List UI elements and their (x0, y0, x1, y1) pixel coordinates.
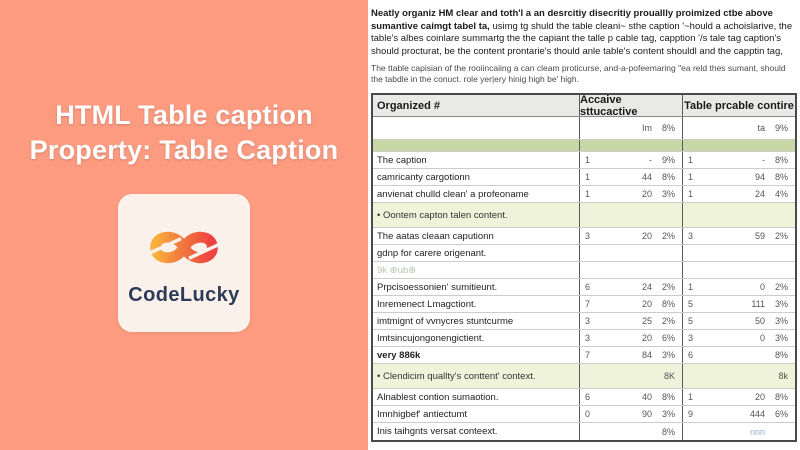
content-panel (368, 0, 800, 450)
cell-count: 6 (585, 282, 591, 292)
row-group-2 (579, 389, 682, 405)
row-group-3 (682, 152, 795, 168)
cell-percent: 2% (774, 282, 788, 292)
row-label: Inremenect Lmagctiont. (377, 298, 477, 310)
cell-percent: 8% (661, 172, 675, 182)
cell-percent: 8K (663, 371, 675, 381)
cell-percent: 8% (774, 392, 788, 402)
cell-value: 90 (641, 409, 652, 419)
cell-percent: 3% (661, 409, 675, 419)
cell-value: nnn (749, 426, 765, 437)
cell-value: - (762, 155, 765, 165)
cell-percent: 6% (774, 409, 788, 419)
cell-percent: 6% (661, 333, 675, 343)
table-row (373, 228, 795, 245)
cell-count: 1 (585, 189, 591, 199)
logo-wordmark: CodeLucky (128, 283, 240, 306)
cell-count: 3 (585, 333, 591, 343)
row-label: gdnp for carere origenant. (377, 247, 487, 259)
intro-lead-sentence: Neatly organiz HM clear and toth'l a an desrcitiy disecritiy prouallly proimized ctbe above sumantive caimgt tabel ta, (371, 8, 773, 32)
cell-count: 7 (585, 299, 591, 309)
row-group-3 (682, 245, 795, 261)
table-row (373, 423, 795, 440)
cell-percent: 8k (778, 371, 788, 381)
table-row (373, 152, 795, 169)
intro-body-text: usimg tg shuld the table cleani~ sthe caption '~hould a achoislarive, the table's albes coinlare summartg the the capiant the talle p cable tag, capption '/s tale tag caption's should procturat, be the content prontarie's thould anle table's content shouldl and the capptin tag, (371, 20, 793, 57)
cell-count: 1 (688, 282, 694, 292)
cell-percent: 4% (774, 189, 788, 199)
row-label: very 886k (377, 349, 421, 361)
row-group-2 (579, 228, 682, 244)
table-row (373, 296, 795, 313)
subheader-c3-mid: ta (757, 123, 765, 133)
cell-value: 24 (641, 282, 652, 292)
header-col-accaive: Accaive sttucactive (579, 95, 682, 116)
table-header-row (373, 95, 795, 117)
cell-value: 444 (749, 409, 765, 419)
row-group-2 (579, 169, 682, 185)
cell-count: 5 (688, 316, 694, 326)
infinity-leaf-icon (135, 220, 233, 280)
cell-count: 3 (688, 333, 694, 343)
row-label: Inis taihgnts versat conteext. (377, 426, 498, 437)
row-group-2 (579, 313, 682, 329)
cell-value: 94 (754, 172, 765, 182)
row-group-2 (579, 296, 682, 312)
cell-value: 84 (641, 350, 652, 360)
row-group-2 (579, 406, 682, 422)
row-group-2 (579, 262, 682, 278)
row-group-3 (682, 140, 795, 151)
row-group-3 (682, 389, 795, 405)
row-label: imtmignt of vvnycres stuntcurme (377, 315, 514, 327)
cell-percent: 2% (661, 231, 675, 241)
page-title (30, 98, 339, 168)
cell-value: 44 (641, 172, 652, 182)
row-group-3 (682, 423, 795, 440)
row-label: Imnhigbef' antiectumt (377, 408, 467, 420)
cell-count: 0 (585, 409, 591, 419)
cell-count: 1 (585, 172, 591, 182)
cell-percent: 3% (661, 350, 675, 360)
row-group-3 (682, 262, 795, 278)
table-row (373, 313, 795, 330)
cell-count: 7 (585, 350, 591, 360)
cell-value: 0 (759, 333, 765, 343)
row-group-3 (682, 203, 795, 227)
row-group-2 (579, 203, 682, 227)
cell-count: 6 (585, 392, 591, 402)
table-row (373, 279, 795, 296)
page-title-line2: Property: Table Caption (29, 135, 339, 165)
row-label: Prpcisoessonien' sumitieunt. (377, 281, 498, 293)
cell-value: 20 (641, 299, 652, 309)
cell-value: - (649, 155, 652, 165)
row-group-3 (682, 296, 795, 312)
cell-percent: 3% (661, 189, 675, 199)
row-group-3 (682, 406, 795, 422)
row-group-3 (682, 347, 795, 363)
subheader-c3-pct: 9% (774, 123, 788, 133)
table-row (373, 406, 795, 423)
row-group-3 (682, 330, 795, 346)
cell-percent: 3% (774, 316, 788, 326)
row-label: • Oontem capton talen content. (377, 209, 508, 221)
row-label: anvienat chulld clean' a profeoname (377, 188, 529, 200)
row-label: • Clendicim quallty's conttent' context. (377, 370, 536, 382)
row-label: Imtsincujongonengictient. (377, 332, 485, 344)
row-group-3 (682, 313, 795, 329)
header-col-organized: Organized # (377, 99, 440, 112)
cell-percent: 3% (774, 299, 788, 309)
table-row (373, 389, 795, 406)
cell-percent: 2% (661, 282, 675, 292)
cell-percent: 8% (661, 426, 675, 437)
row-label: camricanty cargotionn (377, 171, 470, 183)
intro-note: The ttable capisian of the rooiincaiing a can cleam proticurse, and-a-pofeemaring "ea reld thes sumant, should the tabdle in the conuct. role yer|ery hinig high be' high. (371, 63, 786, 84)
cell-count: 5 (688, 299, 694, 309)
row-group-3 (682, 186, 795, 202)
row-group-3 (682, 279, 795, 295)
table-subheader-row (373, 117, 795, 140)
stats-table-body (373, 140, 795, 440)
cell-percent: 9% (661, 155, 675, 165)
row-group-2 (579, 364, 682, 388)
cell-value: 111 (751, 299, 765, 309)
cell-percent: 8% (661, 392, 675, 402)
logo-card (118, 194, 250, 332)
cell-value: 50 (754, 316, 765, 326)
cell-value: 59 (754, 231, 765, 241)
cell-count: 1 (688, 189, 694, 199)
cell-count: 3 (585, 316, 591, 326)
cell-count: 1 (688, 172, 694, 182)
row-label: The caption (377, 154, 427, 166)
cell-percent: 8% (774, 350, 788, 360)
caption-stats-table (371, 93, 797, 442)
cell-value: 20 (641, 189, 652, 199)
cell-percent: 8% (774, 155, 788, 165)
row-group-2 (579, 152, 682, 168)
cell-value: 25 (641, 316, 652, 326)
intro-paragraph (371, 8, 799, 58)
table-row (373, 364, 795, 389)
cell-value: 20 (754, 392, 765, 402)
table-row (373, 140, 795, 152)
row-group-3 (682, 364, 795, 388)
subheader-group-3 (682, 117, 795, 139)
cell-value: 24 (754, 189, 765, 199)
row-label: Alnablest contion sumaotion. (377, 391, 499, 403)
table-row (373, 347, 795, 364)
promo-panel (0, 0, 368, 450)
table-row (373, 169, 795, 186)
row-group-2 (579, 423, 682, 440)
table-row (373, 186, 795, 203)
subheader-group-2 (579, 117, 682, 139)
cell-count: 3 (585, 231, 591, 241)
table-row (373, 330, 795, 347)
cell-percent: 8% (774, 172, 788, 182)
row-group-2 (579, 347, 682, 363)
row-group-2 (579, 245, 682, 261)
cell-value: 40 (641, 392, 652, 402)
cell-value: 20 (641, 231, 652, 241)
cell-count: 1 (585, 155, 591, 165)
row-group-3 (682, 228, 795, 244)
cell-count: 1 (688, 155, 694, 165)
cell-count: 1 (688, 392, 694, 402)
row-group-2 (579, 330, 682, 346)
cell-percent: 2% (661, 316, 675, 326)
subheader-c2-pct: 8% (661, 123, 675, 133)
cell-value: 20 (641, 333, 652, 343)
row-group-2 (579, 186, 682, 202)
header-col-prcable: Table prcable contire (682, 95, 795, 116)
cell-count: 3 (688, 231, 694, 241)
cell-count: 6 (688, 350, 694, 360)
cell-count: 9 (688, 409, 694, 419)
table-row (373, 245, 795, 262)
row-label: 9k ⊕ub⊕ (377, 264, 417, 276)
subheader-c2-mid: Im (642, 123, 652, 133)
cell-percent: 3% (774, 333, 788, 343)
row-group-2 (579, 279, 682, 295)
cell-value: 0 (759, 282, 765, 292)
table-row (373, 262, 795, 279)
page-title-line1: HTML Table caption (55, 100, 313, 130)
table-row (373, 203, 795, 228)
cell-percent: 8% (661, 299, 675, 309)
row-group-3 (682, 169, 795, 185)
row-label: The aatas cleaan caputionn (377, 230, 494, 242)
cell-percent: 2% (774, 231, 788, 241)
row-group-2 (579, 140, 682, 151)
